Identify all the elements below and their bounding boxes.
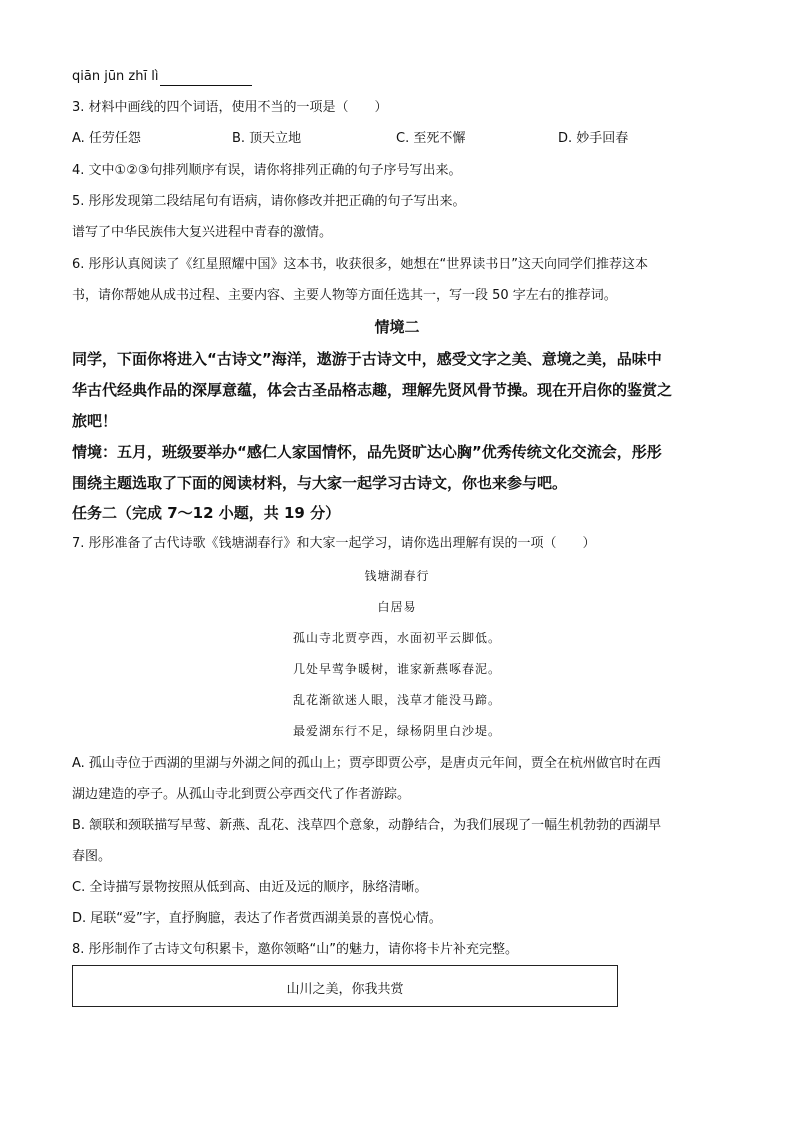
q6-stem-line1: 6. 彤彤认真阅读了《红星照耀中国》这本书，收获很多，她想在“世界读书日”这天向同学们推荐这本 bbox=[72, 257, 649, 272]
q8-stem: 8. 彤彤制作了古诗文句积累卡，邀你领略“山”的魅力，请你将卡片补充完整。 bbox=[72, 942, 519, 957]
q4-stem: 4. 文中①②③句排列顺序有误，请你将排列正确的句子序号写出来。 bbox=[72, 163, 462, 178]
q3-option-a: A. 任劳任怨 bbox=[72, 131, 141, 146]
q6-stem-line2: 书，请你帮她从成书过程、主要内容、主要人物等方面任选其一，写一段 50 字左右的推荐词。 bbox=[72, 288, 617, 303]
q3-option-b: B. 顶天立地 bbox=[232, 131, 302, 146]
section-intro-line3: 旅吧！ bbox=[72, 412, 118, 430]
q7-option-b-line1: B. 颔联和颈联描写早莺、新燕、乱花、浅草四个意象，动静结合，为我们展现了一幅生机勃勃的西湖早 bbox=[72, 818, 662, 833]
task-heading: 任务二（完成 7～12 小题，共 19 分） bbox=[72, 504, 341, 522]
q5-sentence: 谱写了中华民族伟大复兴进程中青春的激情。 bbox=[72, 225, 333, 240]
q3-option-d: D. 妙手回春 bbox=[558, 131, 629, 146]
q7-option-d: D. 尾联“爱”字，直抒胸臆，表达了作者赏西湖美景的喜悦心情。 bbox=[72, 911, 442, 926]
poem-line-4: 最爱湖东行不足，绿杨阴里白沙堤。 bbox=[292, 724, 501, 738]
q7-stem: 7. 彤彤准备了古代诗歌《钱塘湖春行》和大家一起学习，请你选出理解有误的一项（ ） bbox=[72, 536, 596, 551]
accumulation-card bbox=[72, 965, 618, 1007]
q5-stem: 5. 彤彤发现第二段结尾句有语病，请你修改并把正确的句子写出来。 bbox=[72, 194, 466, 209]
section-intro-line2: 华古代经典作品的深厚意蕴，体会古圣品格志趣，理解先贤风骨节操。现在开启你的鉴赏之 bbox=[72, 381, 673, 399]
answer-blank[interactable] bbox=[160, 71, 252, 86]
q7-option-c: C. 全诗描写景物按照从低到高、由近及远的顺序，脉络清晰。 bbox=[72, 880, 428, 895]
situation-line2: 围绕主题选取了下面的阅读材料，与大家一起学习古诗文，你也来参与吧。 bbox=[72, 474, 568, 492]
section-heading: 情境二 bbox=[374, 318, 420, 336]
card-title: 山川之美，你我共赏 bbox=[286, 982, 404, 997]
q7-option-a-line1: A. 孤山寺位于西湖的里湖与外湖之间的孤山上；贾亭即贾公亭，是唐贞元年间，贾全在杭州做官时在西 bbox=[72, 756, 661, 771]
poem-line-1: 孤山寺北贾亭西，水面初平云脚低。 bbox=[292, 631, 501, 645]
poem-author: 白居易 bbox=[377, 600, 417, 614]
poem-line-2: 几处早莺争暖树，谁家新燕啄春泥。 bbox=[292, 662, 501, 676]
q3-stem: 3. 材料中画线的四个词语，使用不当的一项是（ ） bbox=[72, 100, 388, 115]
poem-title: 钱塘湖春行 bbox=[364, 569, 430, 583]
situation-line1: 情境：五月，班级要举办“感仁人家国情怀，品先贤旷达心胸”优秀传统文化交流会，彤彤 bbox=[72, 443, 662, 461]
section-intro-line1: 同学，下面你将进入“古诗文”海洋，遨游于古诗文中，感受文字之美、意境之美，品味中 bbox=[72, 350, 662, 368]
poem-line-3: 乱花渐欲迷人眼，浅草才能没马蹄。 bbox=[292, 693, 501, 707]
q7-option-a-line2: 湖边建造的亭子。从孤山寺北到贾公亭西交代了作者游踪。 bbox=[72, 787, 411, 802]
q7-option-b-line2: 春图。 bbox=[72, 849, 112, 864]
q2-pinyin-line bbox=[72, 68, 252, 86]
q3-option-c: C. 至死不懈 bbox=[396, 131, 466, 146]
pinyin-text: qiān jūn zhī lì bbox=[72, 69, 159, 84]
